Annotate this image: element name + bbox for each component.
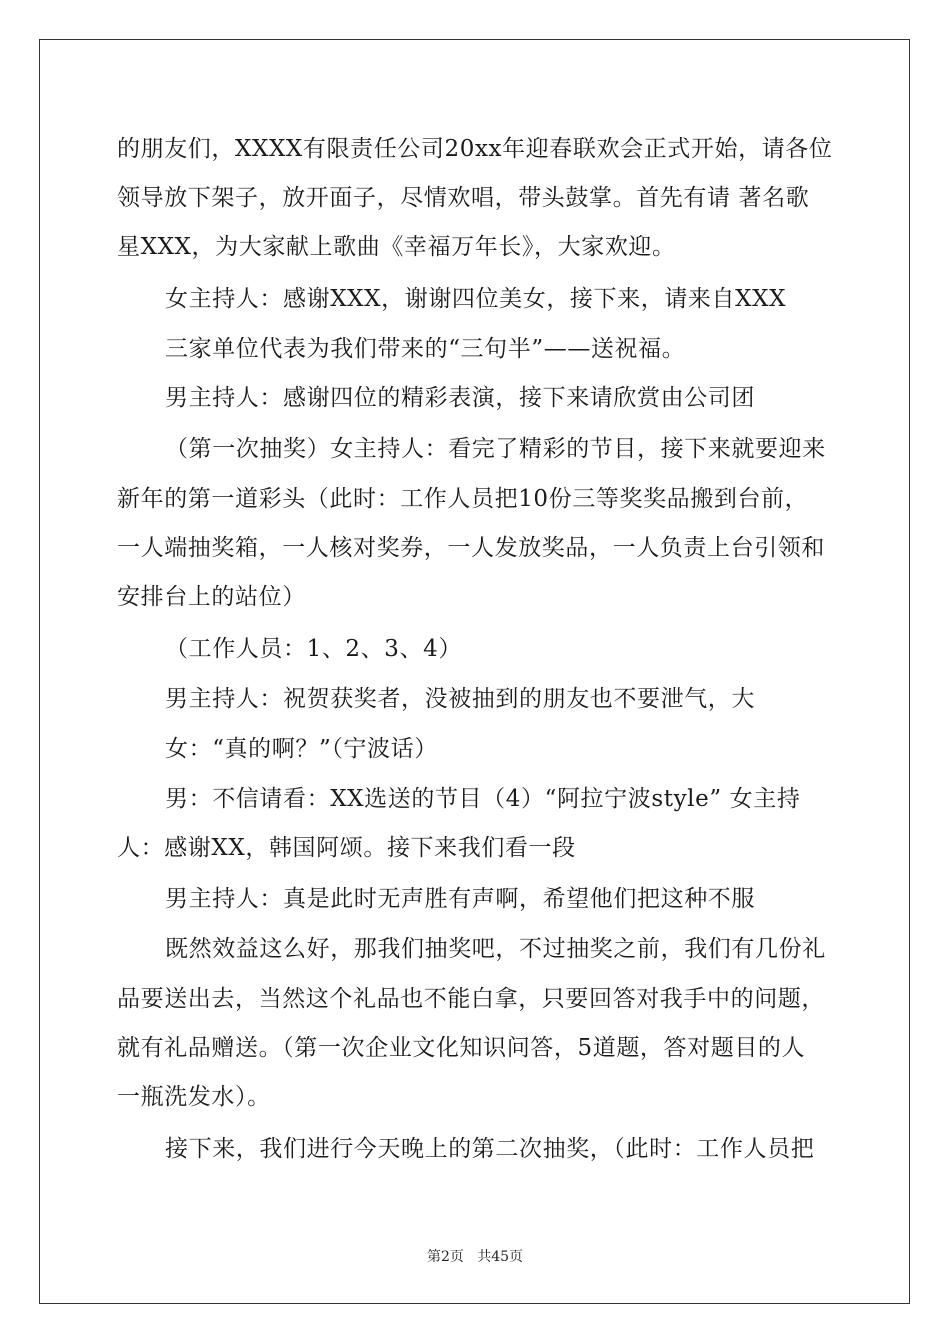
page-border xyxy=(39,39,910,1304)
body-line: 的朋友们，XXXX有限责任公司20xx年迎春联欢会正式开始，请各位 xyxy=(117,136,833,162)
footer-page-suffix: 页 xyxy=(449,1249,464,1265)
body-line: 三家单位代表为我们带来的“三句半”——送祝福。 xyxy=(165,336,686,362)
body-line: 男主持人：真是此时无声胜有声啊，希望他们把这种不服 xyxy=(165,886,755,912)
body-line: （工作人员：1、2、3、4） xyxy=(165,636,462,662)
body-line: （第一次抽奖）女主持人：看完了精彩的节目，接下来就要迎来 xyxy=(165,436,826,462)
footer-page-prefix: 第 xyxy=(426,1249,441,1265)
body-line: 安排台上的站位） xyxy=(117,584,306,610)
body-line: 就有礼品赠送。（第一次企业文化知识问答，5道题，答对题目的人 xyxy=(117,1035,806,1061)
body-line: 新年的第一道彩头（此时：工作人员把10份三等奖奖品搬到台前， xyxy=(117,486,809,512)
body-line: 既然效益这么好，那我们抽奖吧，不过抽奖之前，我们有几份礼 xyxy=(165,936,826,962)
body-line: 男主持人：感谢四位的精彩表演，接下来请欣赏由公司团 xyxy=(165,385,755,411)
body-line: 领导放下架子，放开面子，尽情欢唱，带头鼓掌。首先有请 著名歌 xyxy=(117,185,810,211)
body-line: 一瓶洗发水）。 xyxy=(117,1084,271,1110)
body-line: 星XXX，为大家献上歌曲《幸福万年长》，大家欢迎。 xyxy=(117,234,676,260)
body-line: 人：感谢XX，韩国阿颂。接下来我们看一段 xyxy=(117,835,576,861)
footer-total-suffix: 页 xyxy=(509,1249,524,1265)
body-line: 一人端抽奖箱，一人核对奖券，一人发放奖品，一人负责上台引领和 xyxy=(117,535,825,561)
body-line: 女主持人：感谢XXX，谢谢四位美女，接下来，请来自XXX xyxy=(165,286,787,312)
body-line: 接下来，我们进行今天晚上的第二次抽奖，（此时：工作人员把 xyxy=(165,1136,815,1162)
body-line: 男主持人：祝贺获奖者，没被抽到的朋友也不要泄气，大 xyxy=(165,686,755,712)
body-line: 女：“真的啊？”（宁波话） xyxy=(165,736,438,762)
body-line: 品要送出去，当然这个礼品也不能白拿，只要回答对我手中的问题， xyxy=(117,986,825,1012)
page-footer xyxy=(0,1248,950,1266)
footer-page-number: 2 xyxy=(440,1249,450,1265)
footer-total-pages: 45 xyxy=(491,1249,510,1265)
body-line: 男：不信请看：XX选送的节目（4）“阿拉宁波style” 女主持 xyxy=(165,786,801,812)
footer-total-prefix: 共 xyxy=(477,1249,492,1265)
